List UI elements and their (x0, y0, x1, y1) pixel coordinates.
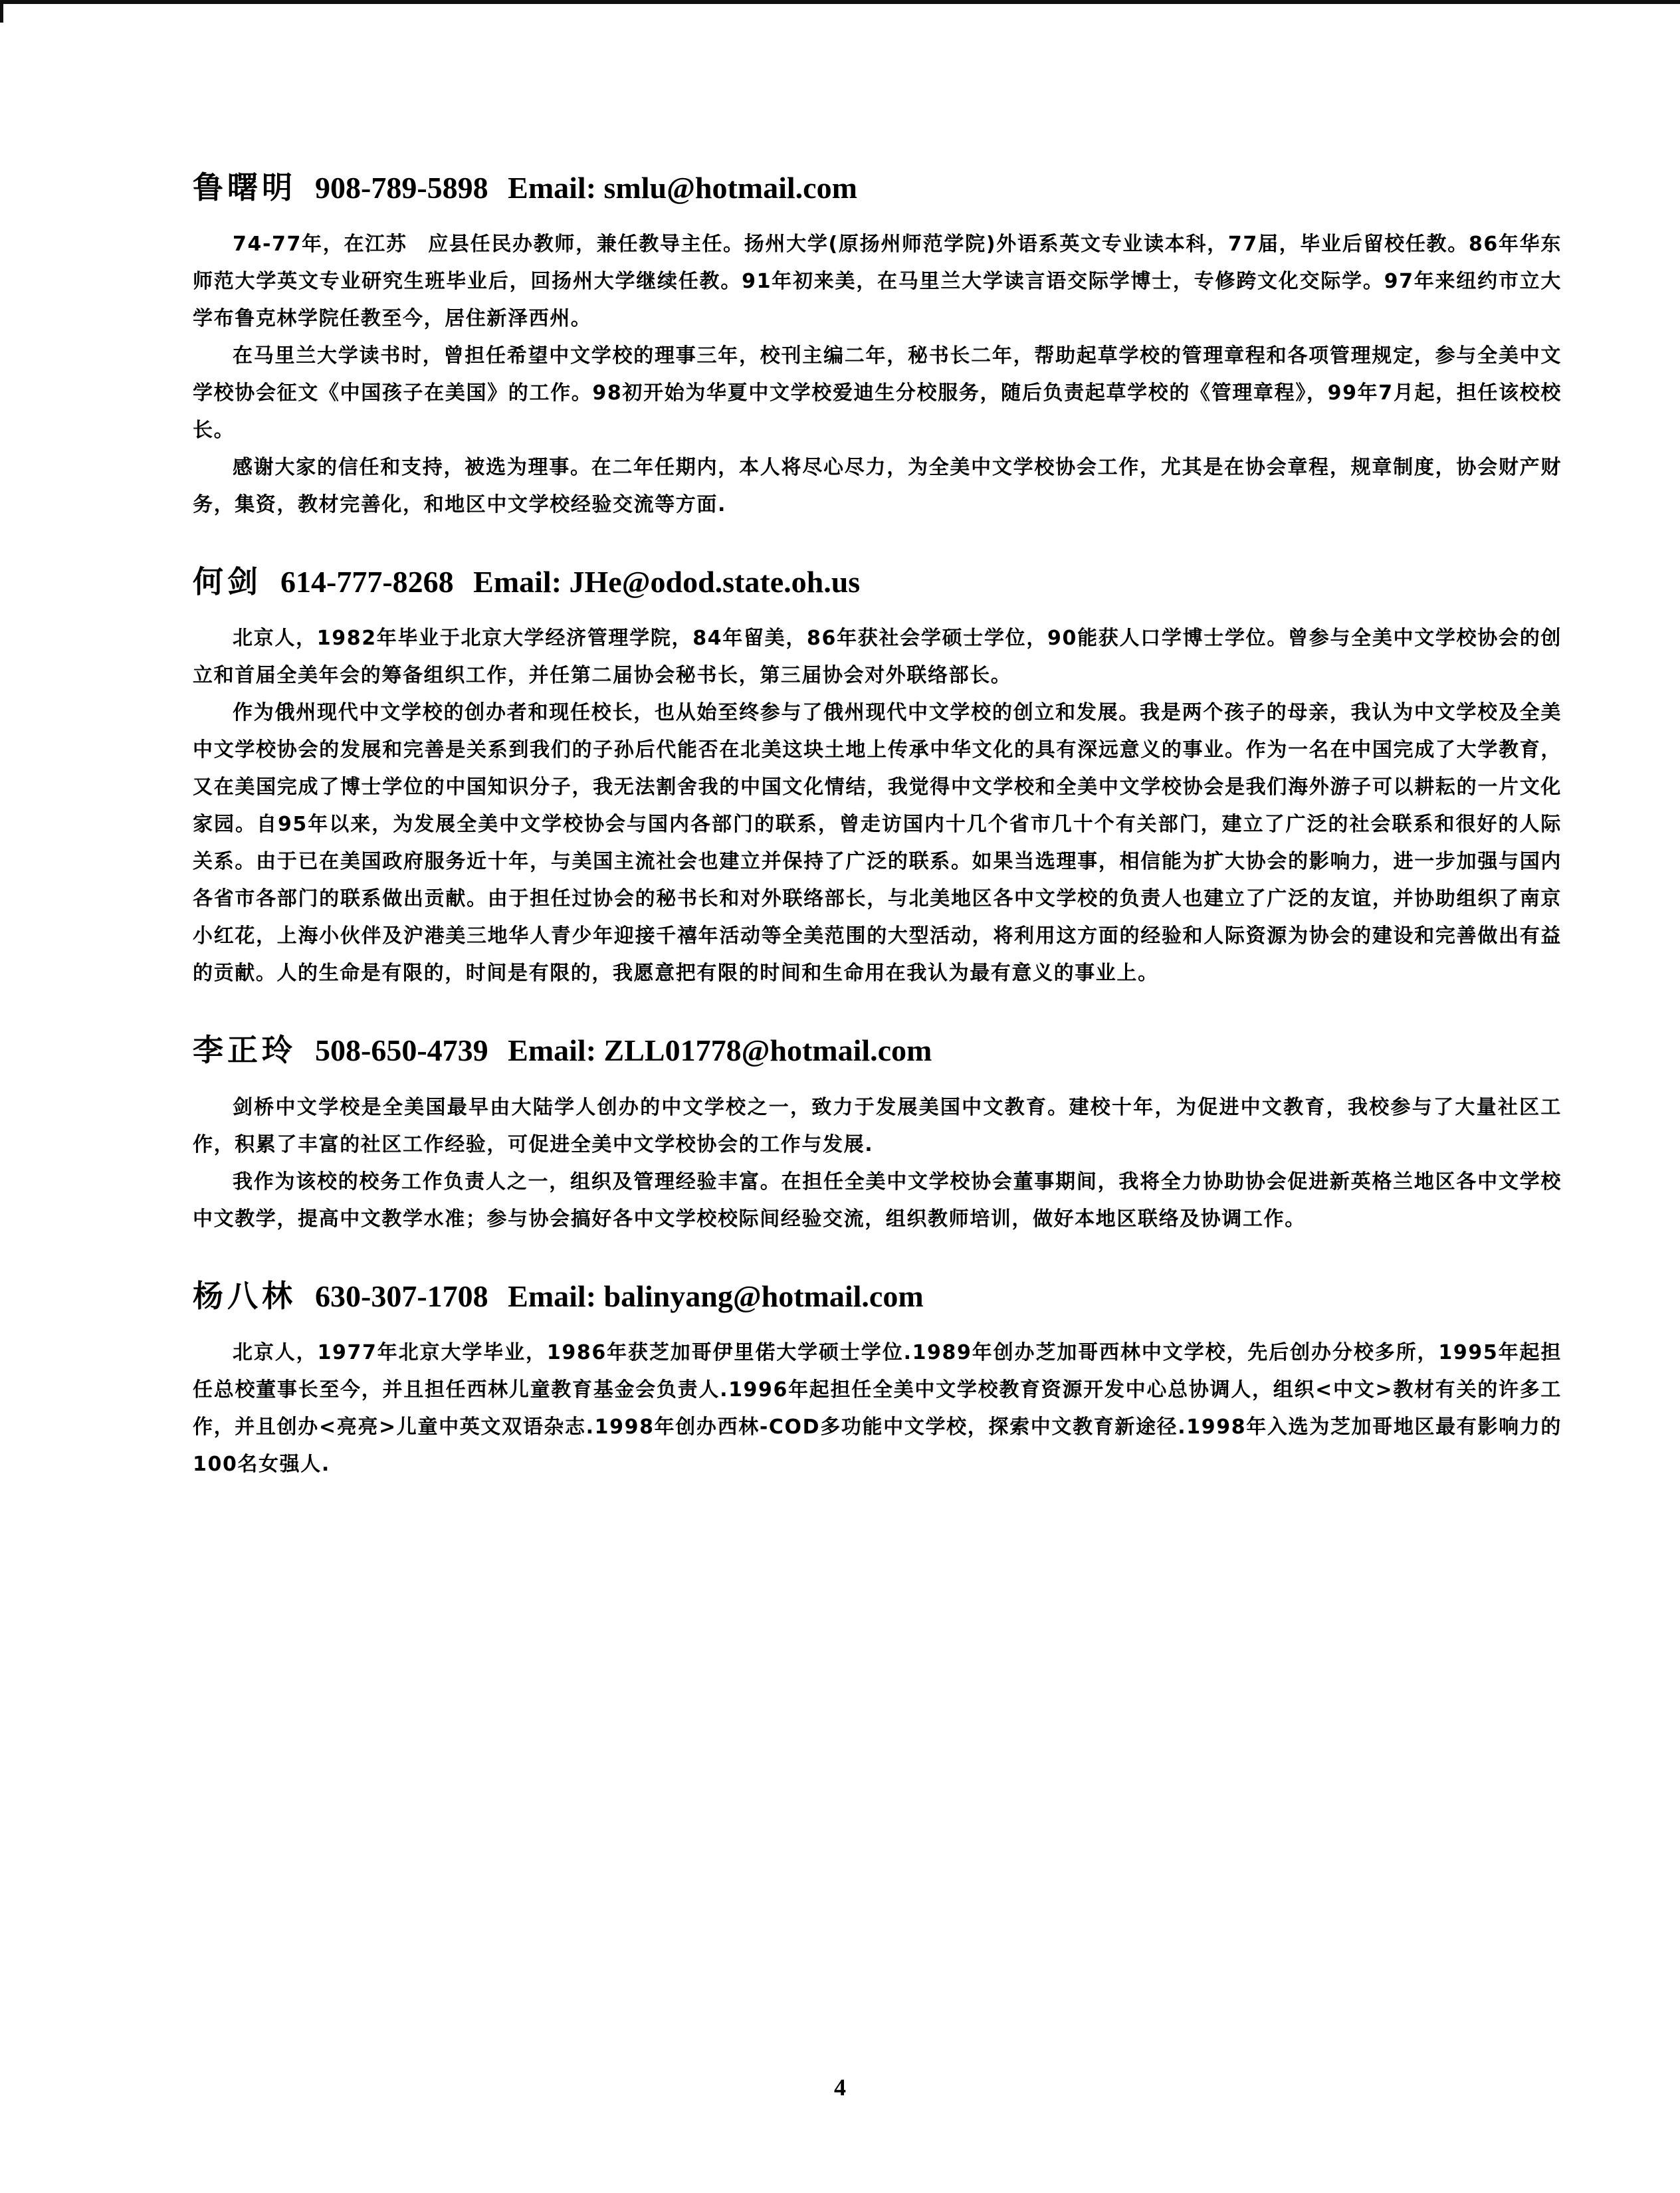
bio-paragraph: 剑桥中文学校是全美国最早由大陆学人创办的中文学校之一，致力于发展美国中文教育。建校十年，为促进中文教育，我校参与了大量社区工作，积累了丰富的社区工作经验，可促进全美中文学校协会的工作与发展. (193, 1095, 1562, 1156)
document-body (193, 169, 1562, 1523)
scan-edge-left (0, 0, 3, 23)
candidate-section-li (193, 1032, 1562, 1237)
candidate-email: balinyang@hotmail.com (603, 1279, 924, 1313)
bio-paragraph: 感谢大家的信任和支持，被选为理事。在二年任期内，本人将尽心尽力，为全美中文学校协会工作，尤其是在协会章程，规章制度，协会财产财务，集资，教材完善化，和地区中文学校经验交流等方面. (193, 456, 1562, 517)
candidate-section-he (193, 564, 1562, 992)
bio-paragraph: 作为俄州现代中文学校的创办者和现任校长，也从始至终参与了俄州现代中文学校的创立和发展。我是两个孩子的母亲，我认为中文学校及全美中文学校协会的发展和完善是关系到我们的子孙后代能否在北美这块土地上传承中华文化的具有深远意义的事业。作为一名在中国完成了大学教育，又在美国完成了博士学位的中国知识分子，我无法割舍我的中国文化情结，我觉得中文学校和全美中文学校协会是我们海外游子可以耕耘的一片文化家园。自95年以来，为发展全美中文学校协会与国内各部门的联系，曾走访国内十几个省市几十个有关部门，建立了广泛的社会联系和很好的人际关系。由于已在美国政府服务近十年，与美国主流社会也建立并保持了广泛的联系。如果当选理事，相信能为扩大协会的影响力，进一步加强与国内各省市各部门的联系做出贡献。由于担任过协会的秘书长和对外联络部长，与北美地区各中文学校的负责人也建立了广泛的友谊，并协助组织了南京小红花，上海小伙伴及沪港美三地华人青少年迎接千禧年活动等全美范围的大型活动，将利用这方面的经验和人际资源为协会的建设和完善做出有益的贡献。人的生命是有限的，时间是有限的，我愿意把有限的时间和生命用在我认为最有意义的事业上。 (193, 701, 1562, 986)
candidate-header (193, 1278, 1562, 1314)
email-label: Email: (508, 1279, 597, 1313)
candidate-section-yang (193, 1278, 1562, 1483)
candidate-name: 李正玲 (193, 1032, 296, 1069)
email-label: Email: (473, 565, 562, 599)
page-number: 4 (834, 2074, 846, 2101)
bio-paragraph: 北京人，1977年北京大学毕业，1986年获芝加哥伊里偌大学硕士学位.1989年创办芝加哥西林中文学校，先后创办分校多所，1995年起担任总校董事长至今，并且担任西林儿童教育基金会负责人.1996年起担任全美中文学校教育资源开发中心总协调人，组织<中文>教材有关的许多工作，并且创办<亮亮>儿童中英文双语杂志.1998年创办西林-COD多功能中文学校，探索中文教育新途径.1998年入选为芝加哥地区最有影响力的100名女强人. (193, 1340, 1562, 1476)
candidate-phone: 908-789-5898 (315, 171, 488, 205)
candidate-header (193, 1032, 1562, 1069)
candidate-header (193, 169, 1562, 206)
bio-paragraph: 北京人，1982年毕业于北京大学经济管理学院，84年留美，86年获社会学硕士学位，90能获人口学博士学位。曾参与全美中文学校协会的创立和首届全美年会的筹备组织工作，并任第二届协会秘书长，第三届协会对外联络部长。 (193, 627, 1562, 688)
bio-paragraph: 74-77年，在江苏 应县任民办教师，兼任教导主任。扬州大学(原扬州师范学院)外语系英文专业读本科，77届，毕业后留校任教。86年华东师范大学英文专业研究生班毕业后，回扬州大学继续任教。91年初来美，在马里兰大学读言语交际学博士，专修跨文化交际学。97年来纽约市立大学布鲁克林学院任教至今，居住新泽西州。 (193, 233, 1562, 331)
candidate-name: 何剑 (193, 564, 262, 600)
candidate-email: smlu@hotmail.com (603, 171, 857, 205)
candidate-phone: 508-650-4739 (315, 1033, 488, 1068)
candidate-phone: 630-307-1708 (315, 1279, 488, 1313)
candidate-phone: 614-777-8268 (280, 565, 454, 599)
candidate-header (193, 564, 1562, 600)
email-label: Email: (508, 171, 597, 205)
scan-edge-top (0, 0, 1680, 4)
candidate-email: ZLL01778@hotmail.com (603, 1033, 932, 1068)
bio-paragraph: 在马里兰大学读书时，曾担任希望中文学校的理事三年，校刊主编二年，秘书长二年，帮助起草学校的管理章程和各项管理规定，参与全美中文学校协会征文《中国孩子在美国》的工作。98初开始为华夏中文学校爱迪生分校服务，随后负责起草学校的《管理章程》，99年7月起，担任该校校长。 (193, 344, 1562, 443)
candidate-email: JHe@odod.state.oh.us (569, 565, 861, 599)
candidate-name: 杨八林 (193, 1277, 296, 1314)
email-label: Email: (508, 1033, 597, 1068)
bio-paragraph: 我作为该校的校务工作负责人之一，组织及管理经验丰富。在担任全美中文学校协会董事期间，我将全力协助协会促进新英格兰地区各中文学校中文教学，提高中文教学水准；参与协会搞好各中文学校校际间经验交流，组织教师培训，做好本地区联络及协调工作。 (193, 1170, 1562, 1231)
candidate-section-lu (193, 169, 1562, 524)
candidate-name: 鲁曙明 (193, 169, 296, 205)
